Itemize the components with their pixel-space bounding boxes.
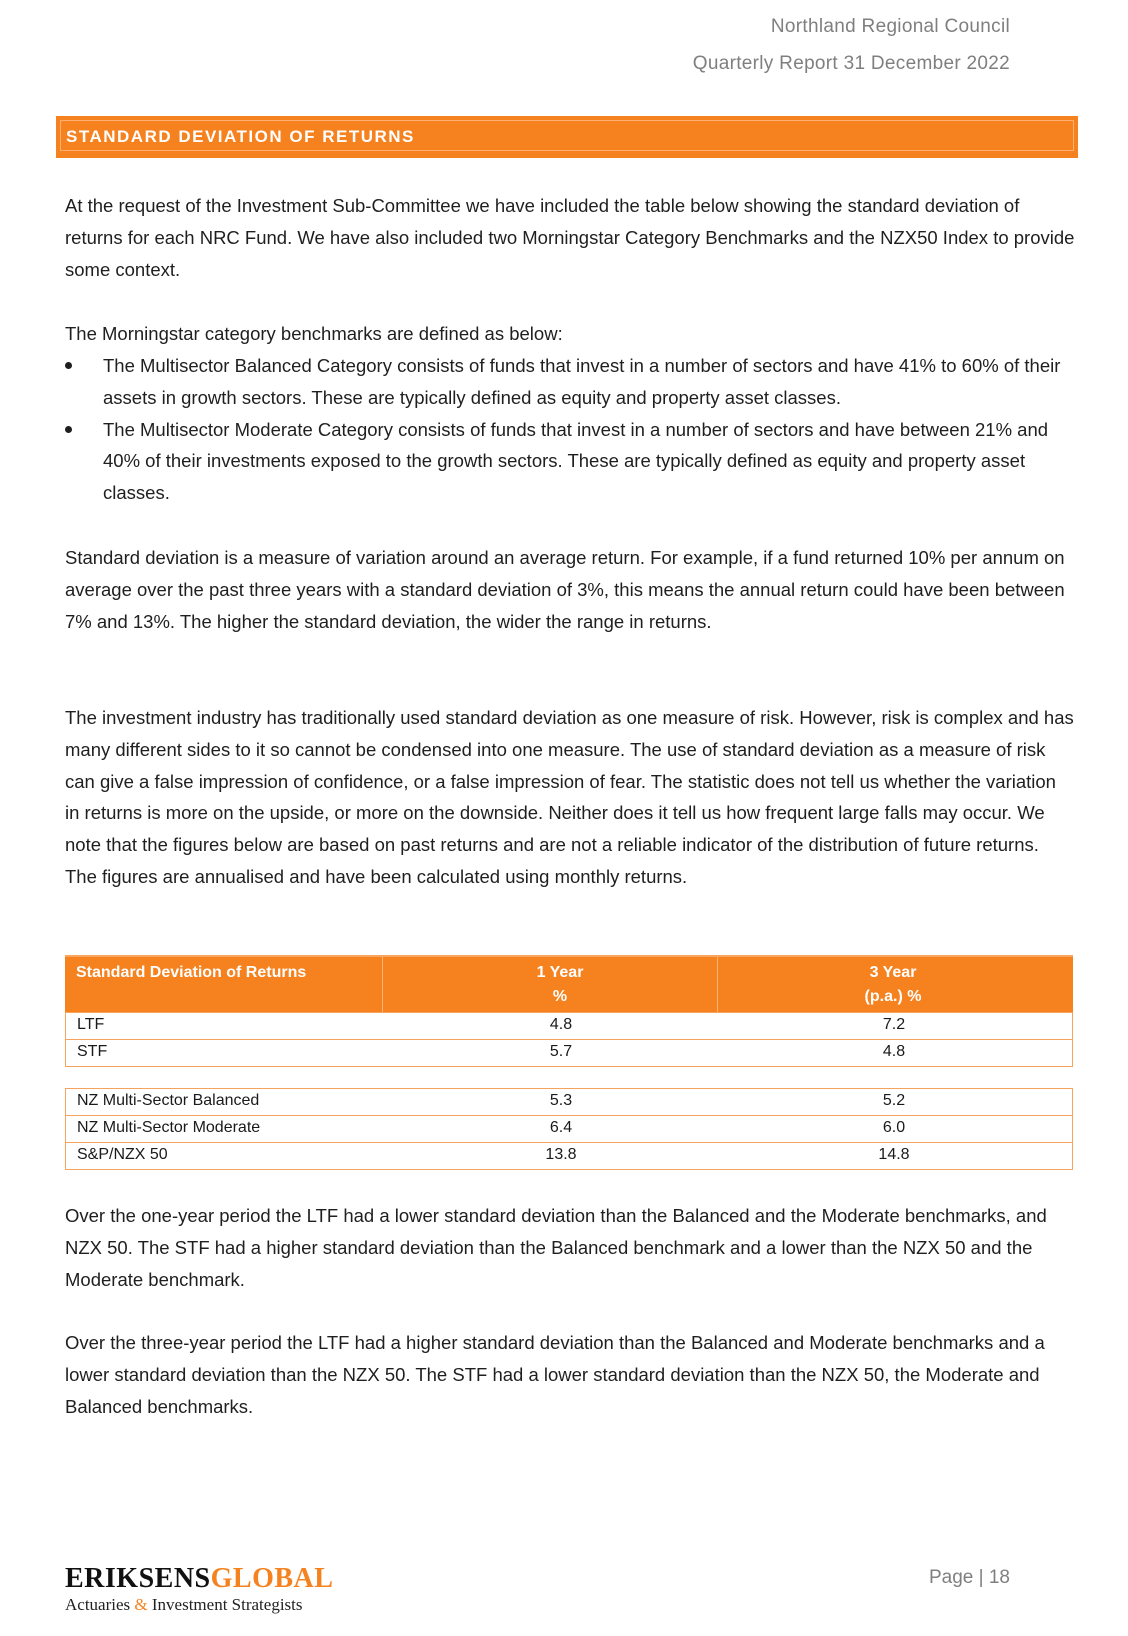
row-3year-value: 7.2 [882, 1016, 906, 1033]
section-title: STANDARD DEVIATION OF RETURNS [66, 127, 415, 146]
row-label: NZ Multi-Sector Balanced [77, 1092, 260, 1109]
section-heading-bar [56, 116, 1078, 158]
header-col-3year: 3 Year (p.a.) % [864, 964, 922, 1005]
page-number: Page | 18 [928, 1567, 1010, 1588]
report-title: Quarterly Report 31 December 2022 [692, 53, 1010, 74]
row-label: LTF [77, 1016, 105, 1033]
table-row [66, 1089, 1072, 1115]
one-year-commentary: Over the one-year period the LTF had a lower standard deviation than the Balanced and the Moderate benchmarks, and NZX 50. The STF had a higher standard deviation than the Balanced benchmark and a lower than the NZX 50 and the Moderate benchmark. [65, 1205, 1047, 1290]
row-3year-value: 4.8 [882, 1043, 906, 1060]
benchmarks-table-group [65, 1088, 1073, 1170]
row-1year-value: 6.4 [549, 1119, 573, 1136]
table-row [66, 1115, 1072, 1142]
row-3year-value: 14.8 [878, 1146, 910, 1163]
benchmarks-intro: The Morningstar category benchmarks are defined as below: [65, 323, 563, 344]
row-label: NZ Multi-Sector Moderate [77, 1119, 261, 1136]
row-3year-value: 6.0 [882, 1119, 906, 1136]
row-1year-value: 5.7 [549, 1043, 573, 1060]
bullet-icon [65, 426, 72, 433]
table-row [66, 1013, 1072, 1039]
row-3year-value: 5.2 [882, 1092, 906, 1109]
header-col-1year: 1 Year % [536, 964, 584, 1005]
table-row [66, 1142, 1072, 1169]
row-label: S&P/NZX 50 [77, 1146, 168, 1163]
row-1year-value: 5.3 [549, 1092, 573, 1109]
intro-paragraph: At the request of the Investment Sub-Committee we have included the table below showing the standard deviation of returns for each NRC Fund. We have also included two Morningstar Category Benchmarks and the NZX50 Index to provide some context. [65, 195, 1075, 280]
logo-text-eriksens: ERIKSENS [65, 1563, 211, 1594]
bullet-item: The Multisector Balanced Category consists of funds that invest in a number of sectors and have 41% to 60% of their assets in growth sectors. These are typically defined as equity and property asset classes. [65, 350, 1075, 414]
bullet-item: The Multisector Moderate Category consists of funds that invest in a number of sectors and have between 21% and 40% of their investments exposed to the growth sectors. These are typically defined as equity and property asset classes. [65, 414, 1075, 509]
table-row [66, 1039, 1072, 1066]
table-header [65, 955, 1073, 1013]
benchmark-bullet-list [65, 350, 1075, 509]
header-col-name: Standard Deviation of Returns [76, 964, 307, 981]
std-dev-definition-paragraph: Standard deviation is a measure of variation around an average return. For example, if a fund returned 10% per annum on average over the past three years with a standard deviation of 3%, this means the annual return could have been between 7% and 13%. The higher the standard deviation, the wider the range in returns. [65, 547, 1065, 632]
funds-table-group [65, 1012, 1073, 1067]
row-label: STF [77, 1043, 108, 1060]
logo-tagline: Actuaries & Investment Strategists [65, 1595, 303, 1614]
bullet-icon [65, 362, 72, 369]
eriksens-global-logo [65, 1563, 333, 1615]
row-1year-value: 13.8 [545, 1146, 577, 1163]
risk-paragraph: The investment industry has traditionally used standard deviation as one measure of risk. However, risk is complex and has many different sides to it so cannot be condensed into one measure. The use of standard deviation as a measure of risk can give a false impression of confidence, or a false impression of fear. The statistic does not tell us whether the variation in returns is more on the upside, or more on the downside. Neither does it tell us how frequent large falls may occur. We note that the figures below are based on past returns and are not a reliable indicator of the distribution of future returns. The figures are annualised and have been calculated using monthly returns. [65, 707, 1074, 887]
three-year-commentary: Over the three-year period the LTF had a higher standard deviation than the Balanced and Moderate benchmarks and a lower standard deviation than the NZX 50. The STF had a lower standard deviation than the NZX 50, the Moderate and Balanced benchmarks. [65, 1332, 1045, 1417]
org-name: Northland Regional Council [770, 16, 1010, 37]
logo-text-global: GLOBAL [210, 1563, 334, 1594]
row-1year-value: 4.8 [549, 1016, 573, 1033]
